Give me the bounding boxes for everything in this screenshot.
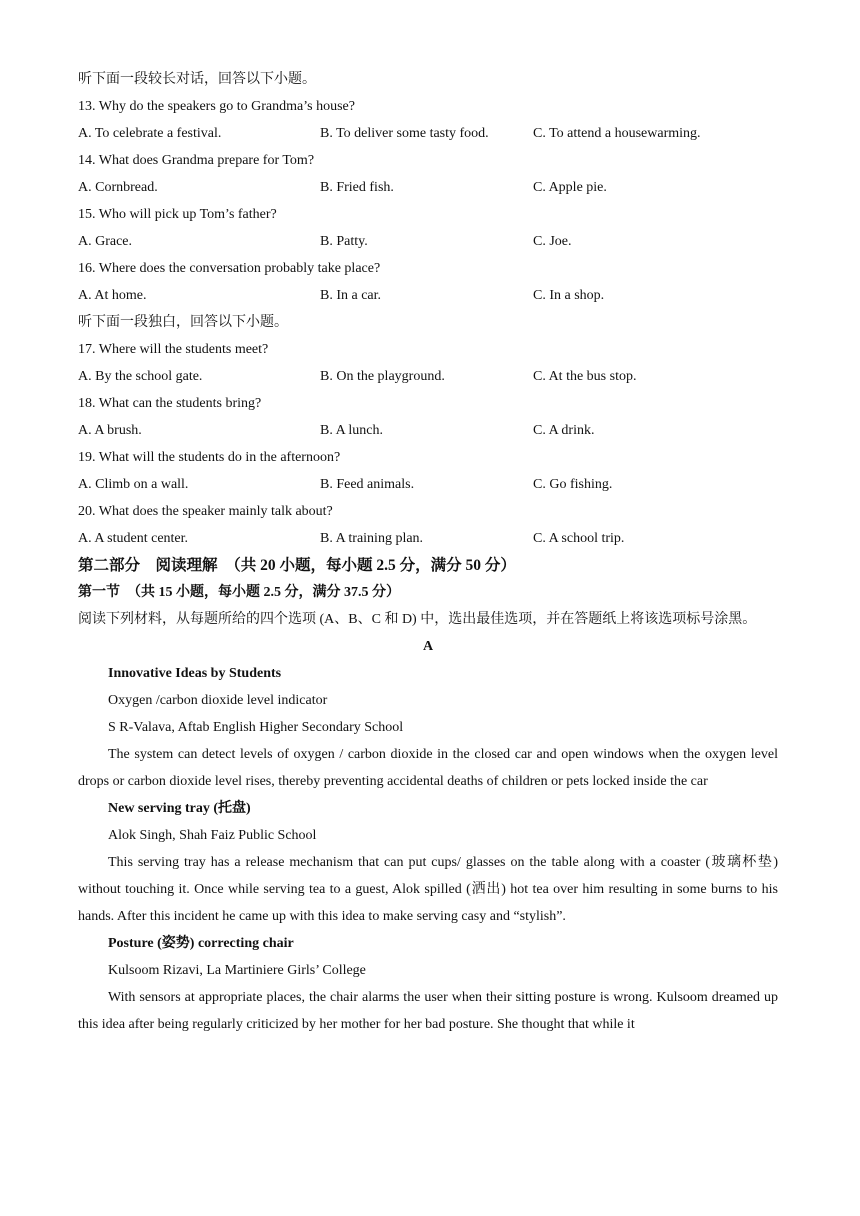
question-15: 15. Who will pick up Tom’s father? [78, 207, 277, 222]
option-b: B. Feed animals. [320, 477, 415, 492]
option-b: B. To deliver some tasty food. [320, 126, 489, 141]
item1-name: Oxygen /carbon dioxide level indicator [108, 693, 328, 708]
option-a: A. A student center. [78, 531, 189, 546]
passage-label: A [422, 639, 434, 654]
passage-a [78, 660, 778, 1038]
option-c: C. Joe. [533, 234, 572, 249]
option-a: A. Grace. [78, 234, 133, 249]
question-17: 17. Where will the students meet? [78, 342, 269, 357]
option-c: C. Go fishing. [533, 477, 613, 492]
passage-title: Innovative Ideas by Students [108, 666, 282, 681]
options-14 [78, 174, 778, 201]
option-c: C. A school trip. [533, 531, 625, 546]
question-14: 14. What does Grandma prepare for Tom? [78, 153, 315, 168]
option-b: B. A training plan. [320, 531, 424, 546]
item2-author: Alok Singh, Shah Faiz Public School [108, 828, 317, 843]
section-one-heading: 第一节 （共 15 小题，每小题 2.5 分，满分 37.5 分） [78, 585, 400, 600]
option-c: C. To attend a housewarming. [533, 126, 701, 141]
option-a: A. To celebrate a festival. [78, 126, 222, 141]
exam-page [78, 66, 778, 1038]
item3-description: With sensors at appropriate places, the chair alarms the user when their sitting posture is wrong. Kulsoom dreamed up this idea after being regularly criticized by her mother for her bad posture. She thought that while it [78, 990, 778, 1032]
question-20: 20. What does the speaker mainly talk about? [78, 504, 333, 519]
question-13: 13. Why do the speakers go to Grandma’s house? [78, 99, 355, 114]
option-a: A. Cornbread. [78, 180, 158, 195]
option-b: B. Fried fish. [320, 180, 394, 195]
question-18: 18. What can the students bring? [78, 396, 262, 411]
options-19 [78, 471, 778, 498]
option-a: A. By the school gate. [78, 369, 203, 384]
item2-description: This serving tray has a release mechanism that can put cups/ glasses on the table along with a coaster (玻璃杯垫) without touching it. Once while serving tea to a guest, Alok spilled (洒出) hot tea over him resulting in some burns to his hands. After this incident he came up with this idea to make serving casy and “stylish”. [78, 855, 778, 924]
question-16: 16. Where does the conversation probably take place? [78, 261, 381, 276]
question-group-monologue [78, 336, 778, 552]
option-c: C. Apple pie. [533, 180, 607, 195]
item3-name: Posture (姿势) correcting chair [108, 936, 294, 951]
options-15 [78, 228, 778, 255]
option-a: A. At home. [78, 288, 147, 303]
option-a: A. A brush. [78, 423, 142, 438]
option-a: A. Climb on a wall. [78, 477, 189, 492]
options-16 [78, 282, 778, 309]
options-13 [78, 120, 778, 147]
item3-author: Kulsoom Rizavi, La Martiniere Girls’ College [108, 963, 366, 978]
question-19: 19. What will the students do in the afternoon? [78, 450, 341, 465]
reading-instructions: 阅读下列材料，从每题所给的四个选项 (A、B、C 和 D) 中，选出最佳选项，并在答题纸上将该选项标号涂黑。 [78, 612, 757, 627]
item2-name: New serving tray (托盘) [108, 801, 251, 816]
item1-author: S R-Valava, Aftab English Higher Secondary School [108, 720, 404, 735]
options-18 [78, 417, 778, 444]
option-b: B. A lunch. [320, 423, 384, 438]
option-b: B. On the playground. [320, 369, 445, 384]
option-c: C. At the bus stop. [533, 369, 637, 384]
question-group-dialogue [78, 93, 778, 309]
option-b: B. Patty. [320, 234, 368, 249]
part-two-heading: 第二部分 阅读理解 （共 20 小题，每小题 2.5 分，满分 50 分） [78, 557, 516, 574]
dialogue-intro: 听下面一段较长对话，回答以下小题。 [78, 72, 316, 87]
option-c: C. In a shop. [533, 288, 605, 303]
option-b: B. In a car. [320, 288, 382, 303]
monologue-intro: 听下面一段独白，回答以下小题。 [78, 315, 288, 330]
options-17 [78, 363, 778, 390]
item1-description: The system can detect levels of oxygen / carbon dioxide in the closed car and open windows when the oxygen level drops or carbon dioxide level rises, thereby preventing accidental deaths of children or pets locked inside the car [78, 747, 778, 789]
option-c: C. A drink. [533, 423, 595, 438]
options-20 [78, 525, 778, 552]
